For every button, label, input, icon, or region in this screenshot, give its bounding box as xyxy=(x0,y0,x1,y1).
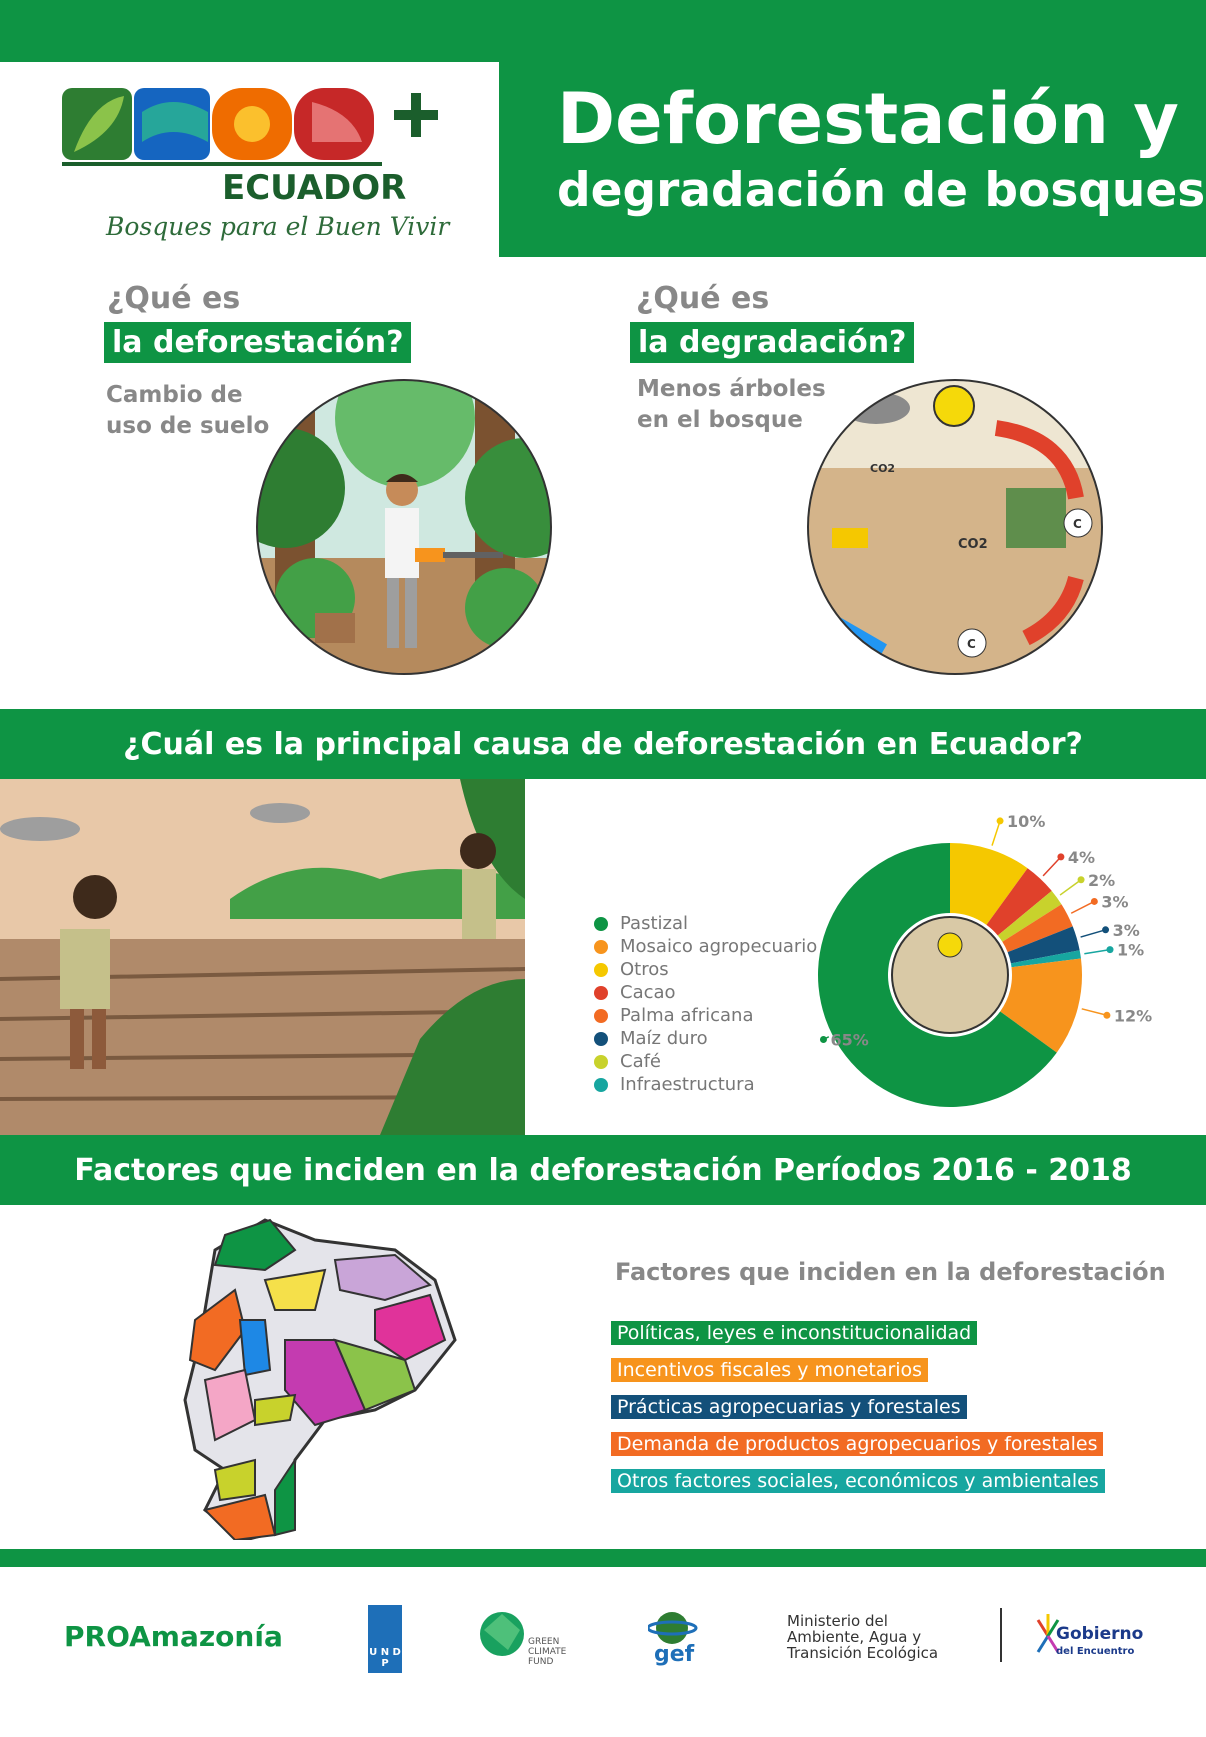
page-title: Deforestación y xyxy=(557,78,1179,160)
chart-label-dot xyxy=(1078,876,1085,883)
gef-globe-icon xyxy=(648,1610,698,1644)
chart-label-leader xyxy=(1043,857,1061,876)
undp-label: U N D P xyxy=(369,1647,401,1669)
legend-swatch xyxy=(594,917,608,931)
chart-label-dot xyxy=(1057,853,1064,860)
ministry-line1: Ministerio del xyxy=(787,1612,888,1630)
chart-data-label: 1% xyxy=(1117,940,1145,960)
factor-item: Otros factores sociales, económicos y ambientales xyxy=(611,1469,1105,1493)
legend-swatch xyxy=(594,1078,608,1092)
chart-label-leader xyxy=(1084,950,1110,954)
factors-band: Factores que inciden en la deforestación Períodos 2016 - 2018 xyxy=(0,1135,1206,1205)
proamazonia-logo: PROAmazonía xyxy=(64,1620,283,1653)
deforestation-illustration xyxy=(255,378,553,676)
chart-label-leader xyxy=(1060,880,1081,895)
gcf-globe-icon xyxy=(478,1610,526,1658)
chart-data-label: 3% xyxy=(1101,892,1129,912)
degradation-illustration xyxy=(806,378,1104,676)
chart-label-leader xyxy=(1081,930,1106,937)
legend-swatch xyxy=(594,986,608,1000)
gcf-line3: FUND xyxy=(528,1657,554,1667)
logo-country: ECUADOR xyxy=(222,168,407,208)
legend-label: Pastizal xyxy=(620,913,688,934)
gef-label: gef xyxy=(654,1642,695,1667)
chart-label-dot xyxy=(1091,898,1098,905)
chart-data-label: 4% xyxy=(1067,847,1096,867)
legend-label: Mosaico agropecuario xyxy=(620,936,818,957)
gcf-text xyxy=(528,1637,566,1667)
co2-label-a: CO2 xyxy=(870,462,896,475)
chart-label-dot xyxy=(1102,926,1109,933)
factor-item: Demanda de productos agropecuarios y forestales xyxy=(611,1432,1103,1456)
gcf-line2: CLIMATE xyxy=(528,1647,567,1657)
footer-divider xyxy=(1000,1608,1002,1662)
legend-label: Maíz duro xyxy=(620,1028,708,1049)
chart-label-dot xyxy=(820,1036,827,1043)
carbon-label-b: C xyxy=(967,637,976,651)
chart-data-label: 3% xyxy=(1112,920,1140,940)
farming-illustration xyxy=(0,779,525,1135)
sun-icon xyxy=(938,933,962,957)
gobierno-line1: Gobierno xyxy=(1056,1624,1144,1644)
chart-label-leader xyxy=(992,821,1000,846)
legend-swatch xyxy=(594,1055,608,1069)
logo-tagline: Bosques para el Buen Vivir xyxy=(106,212,450,241)
gobierno-line2: del Encuentro xyxy=(1056,1646,1135,1657)
co2-label-b: CO2 xyxy=(958,537,988,552)
carbon-label-a: C xyxy=(1073,517,1082,531)
ministry-logo xyxy=(787,1613,938,1661)
chart-label-leader xyxy=(1082,1009,1107,1015)
legend-swatch xyxy=(594,963,608,977)
gobierno-logo xyxy=(1056,1625,1143,1661)
chart-label-leader xyxy=(1071,901,1094,913)
chart-label-dot xyxy=(997,817,1004,824)
page-subtitle: degradación de bosques xyxy=(557,163,1206,218)
legend-swatch xyxy=(594,1009,608,1023)
redd-ecuador-logo xyxy=(62,82,452,252)
legend-swatch xyxy=(594,940,608,954)
legend-label: Palma africana xyxy=(620,1005,754,1026)
degradation-description: Menos árboles en el bosque xyxy=(637,376,826,433)
ecuador-map xyxy=(175,1210,485,1540)
chart-data-label: 2% xyxy=(1088,870,1116,890)
legend-label: Cacao xyxy=(620,982,676,1003)
deforestation-question-tag: la deforestación? xyxy=(104,322,411,363)
factor-item: Prácticas agropecuarias y forestales xyxy=(611,1395,967,1419)
degradation-question-tag: la degradación? xyxy=(630,322,914,363)
degradation-question-line1: ¿Qué es xyxy=(636,281,770,316)
chart-label-dot xyxy=(1107,946,1114,953)
deforestation-question-line1: ¿Qué es xyxy=(107,281,241,316)
header-band xyxy=(0,0,1206,62)
ministry-line2: Ambiente, Agua y xyxy=(787,1628,922,1646)
redd-logo-graphic xyxy=(62,82,452,172)
footer-band xyxy=(0,1549,1206,1567)
legend-swatch xyxy=(594,1032,608,1046)
cause-band: ¿Cuál es la principal causa de deforestación en Ecuador? xyxy=(0,709,1206,779)
factor-item: Incentivos fiscales y monetarios xyxy=(611,1358,928,1382)
legend-label: Café xyxy=(620,1051,662,1072)
chart-data-label: 10% xyxy=(1007,811,1046,831)
factor-item: Políticas, leyes e inconstitucionalidad xyxy=(611,1321,977,1345)
chart-data-label: 12% xyxy=(1113,1006,1153,1026)
factors-heading: Factores que inciden en la deforestación xyxy=(615,1258,1166,1286)
undp-logo xyxy=(368,1605,402,1673)
legend-label: Otros xyxy=(620,959,669,980)
deforestation-causes-chart xyxy=(770,795,1190,1115)
deforestation-description: Cambio de uso de suelo xyxy=(106,382,270,439)
ministry-line3: Transición Ecológica xyxy=(787,1644,939,1662)
legend-label: Infraestructura xyxy=(620,1074,755,1095)
chart-data-label: 65% xyxy=(830,1030,869,1050)
gcf-line1: GREEN xyxy=(528,1637,560,1647)
chart-label-dot xyxy=(1103,1012,1110,1019)
